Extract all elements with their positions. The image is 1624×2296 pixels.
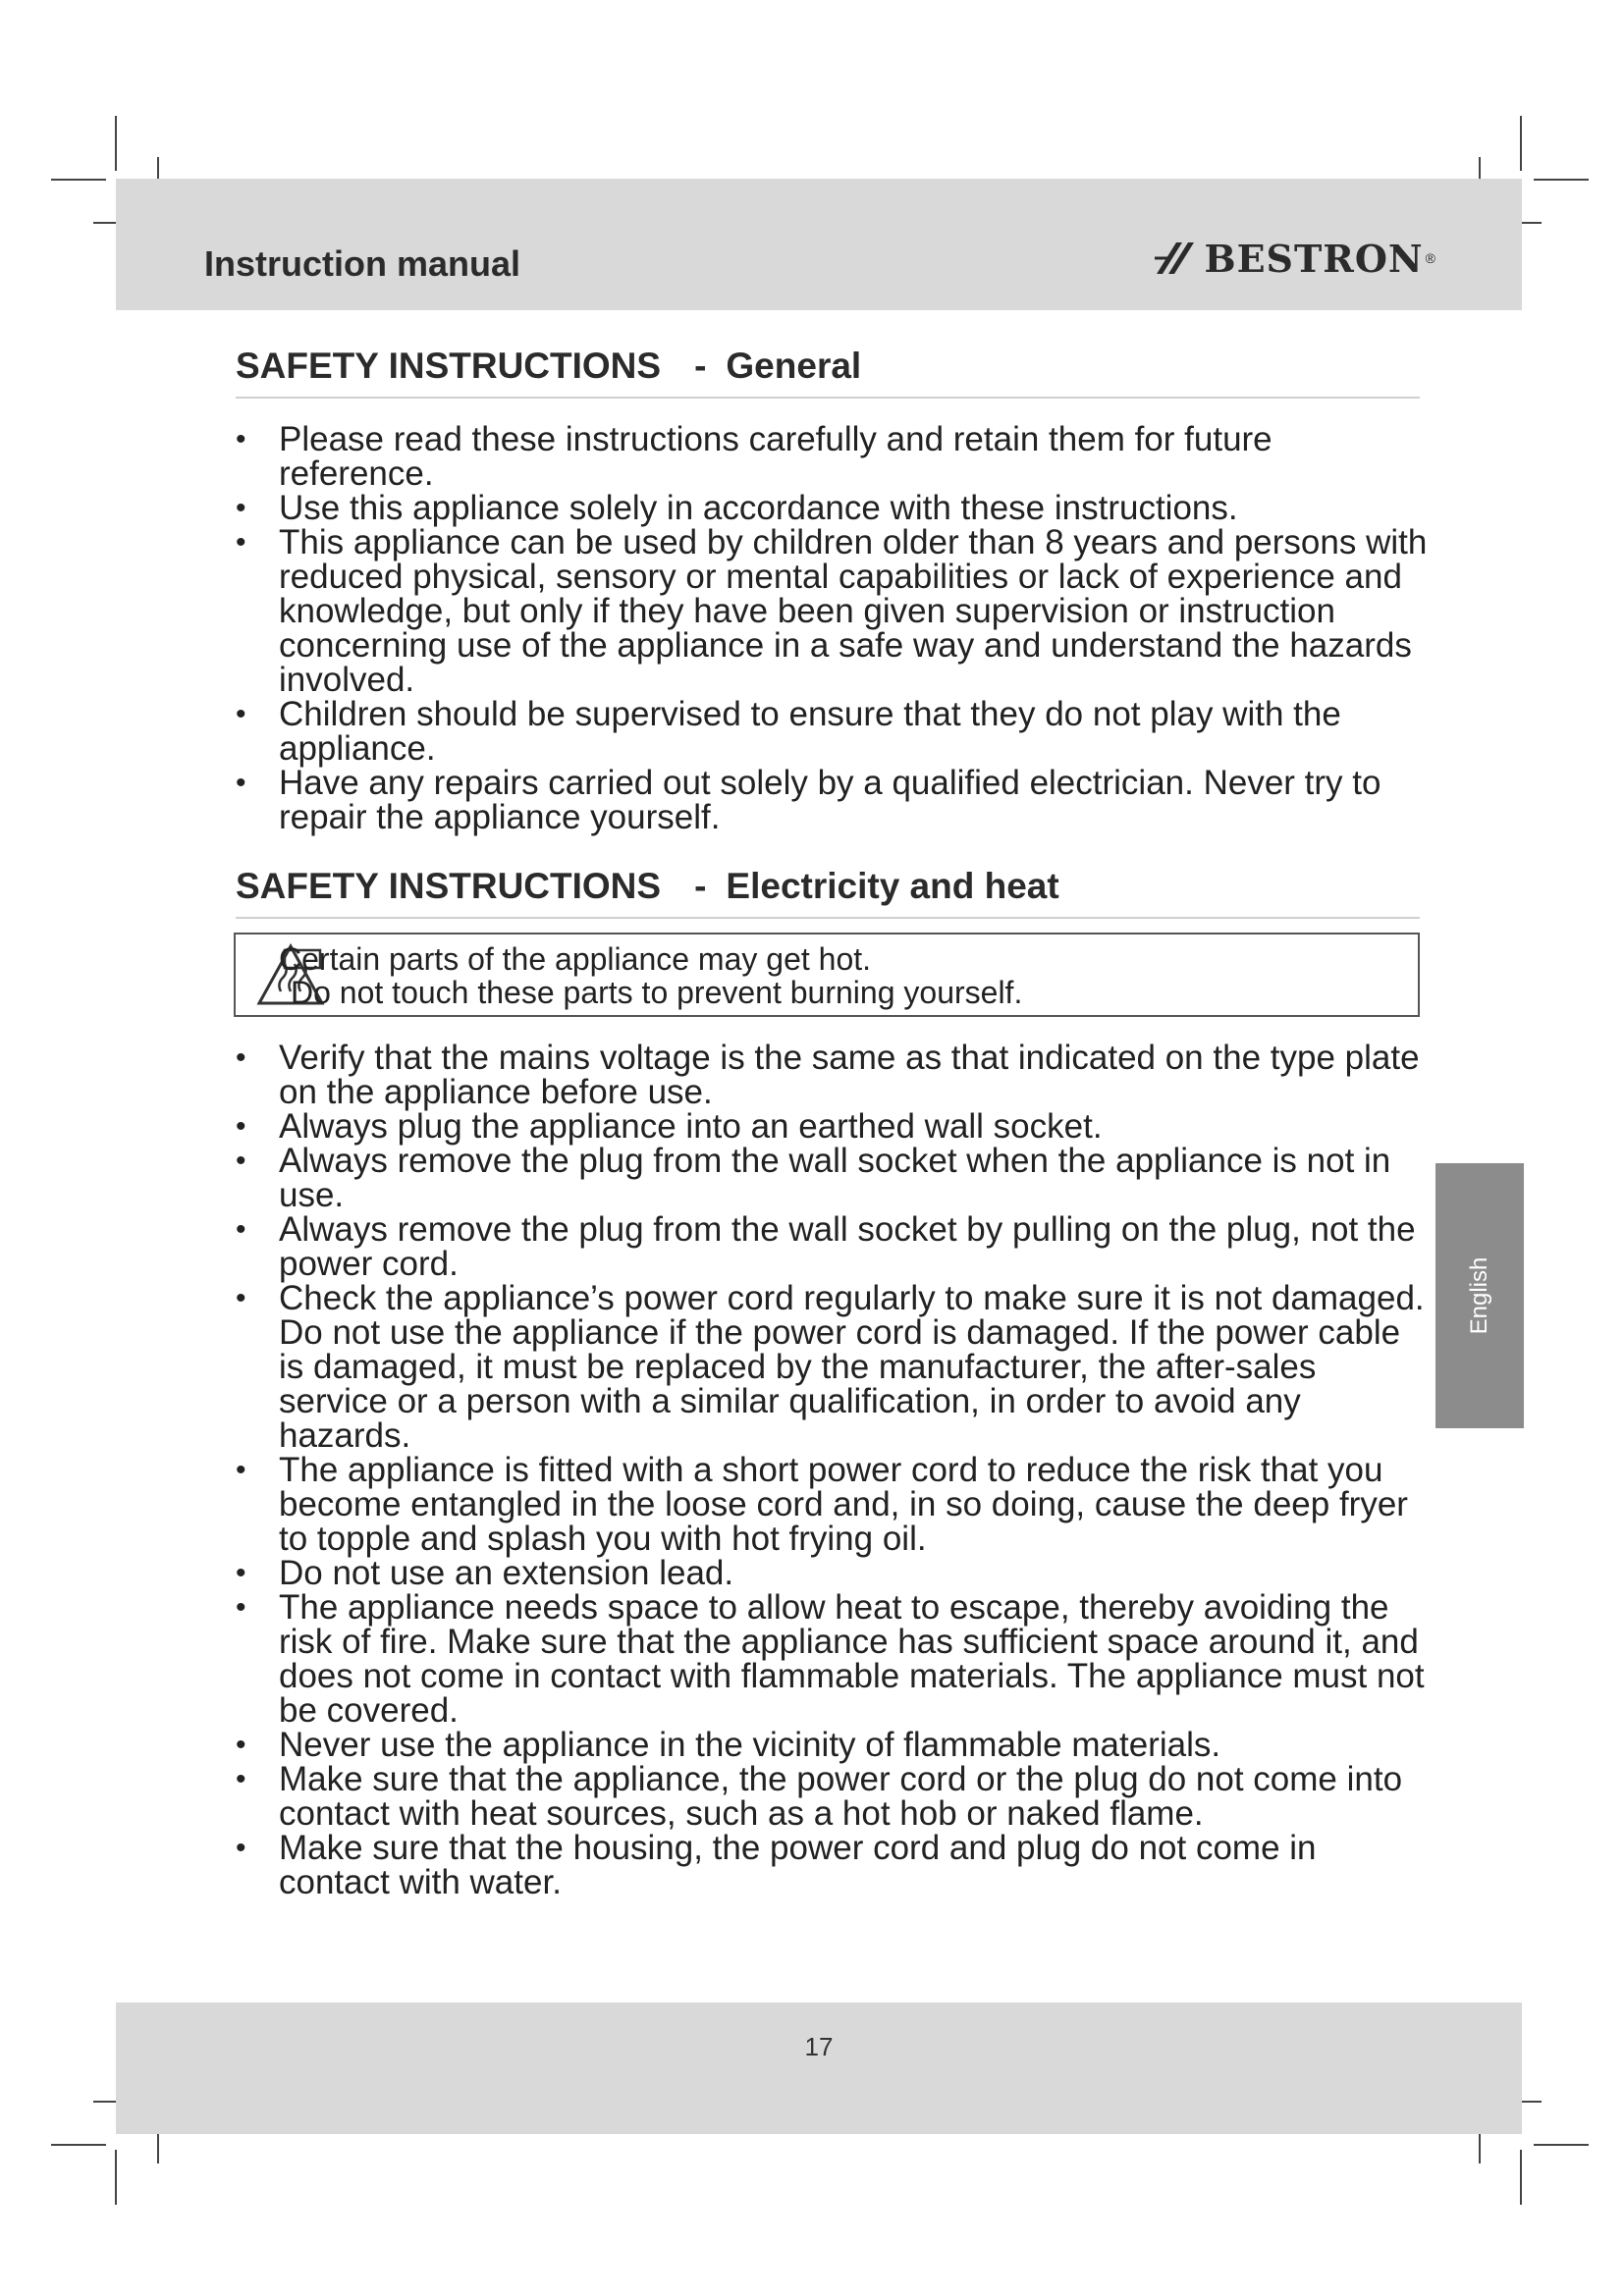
list-item: • Always remove the plug from the wall socket when the appliance is not in use. bbox=[236, 1144, 1434, 1212]
section-subtitle: General bbox=[726, 346, 862, 386]
page-number: 17 bbox=[804, 2032, 834, 2061]
header-title: Instruction manual bbox=[204, 243, 521, 284]
list-item: • The appliance is fitted with a short power cord to reduce the risk that you become entangled in the loose cord and, in so doing, cause the deep fryer to topple and splash you with hot frying oil. bbox=[236, 1453, 1434, 1556]
section-subtitle: Electricity and heat bbox=[726, 866, 1059, 906]
logo-chevrons-icon bbox=[1153, 239, 1198, 278]
hot-surface-warning bbox=[234, 933, 1420, 1017]
crop-mark bbox=[51, 2144, 106, 2146]
list-item: • Please read these instructions carefully and retain them for future reference. bbox=[236, 422, 1434, 491]
crop-mark bbox=[1534, 179, 1589, 181]
list-item: • Always remove the plug from the wall socket by pulling on the plug, not the power cord. bbox=[236, 1212, 1434, 1281]
list-item: • Make sure that the appliance, the power cord or the plug do not come into contact with heat sources, such as a hot hob or naked flame. bbox=[236, 1762, 1434, 1831]
crop-mark bbox=[115, 2150, 117, 2205]
section-title: SAFETY INSTRUCTIONS bbox=[236, 346, 662, 386]
electricity-instructions-list bbox=[236, 1041, 1434, 1899]
footer-band bbox=[116, 2002, 1522, 2134]
list-item: • Check the appliance’s power cord regularly to make sure it is not damaged. Do not use the appliance if the power cord is damaged. If the power cable is damaged, it must be replaced by the manufacturer, the after-sales service or a person with a similar qualification, in order to avoid any hazards. bbox=[236, 1281, 1434, 1453]
crop-mark bbox=[1520, 116, 1522, 171]
list-item: • Have any repairs carried out solely by a qualified electrician. Never try to repair the appliance yourself. bbox=[236, 766, 1434, 834]
crop-mark bbox=[51, 179, 106, 181]
crop-mark bbox=[1520, 2150, 1522, 2205]
list-item: • Use this appliance solely in accordance with these instructions. bbox=[236, 491, 1434, 525]
crop-mark bbox=[1534, 2144, 1589, 2146]
general-instructions-list bbox=[236, 422, 1434, 834]
section-heading-general bbox=[236, 346, 1420, 399]
section-title: SAFETY INSTRUCTIONS bbox=[236, 866, 662, 906]
list-item: • Never use the appliance in the vicinity of flammable materials. bbox=[236, 1728, 1434, 1762]
list-item: • This appliance can be used by children older than 8 years and persons with reduced physical, sensory or mental capabilities or lack of experience and knowledge, but only if they have been given supervision or instruction concerning use of the appliance in a safe way and understand the hazards involved. bbox=[236, 525, 1434, 697]
section-separator: - bbox=[694, 866, 707, 906]
language-label: English bbox=[1466, 1256, 1492, 1335]
list-item: • Make sure that the housing, the power cord and plug do not come in contact with water. bbox=[236, 1831, 1434, 1899]
section-separator: - bbox=[694, 346, 707, 386]
list-item: • Verify that the mains voltage is the same as that indicated on the type plate on the appliance before use. bbox=[236, 1041, 1434, 1109]
list-item: • Always plug the appliance into an earthed wall socket. bbox=[236, 1109, 1434, 1144]
registered-mark: ® bbox=[1425, 250, 1435, 266]
section-heading-electricity bbox=[236, 866, 1420, 919]
header-band bbox=[116, 179, 1522, 310]
list-item: • Children should be supervised to ensure that they do not play with the appliance. bbox=[236, 697, 1434, 766]
brand-name: BESTRON bbox=[1204, 236, 1424, 281]
warning-line-2: Do not touch these parts to prevent burning yourself. bbox=[291, 975, 1023, 1010]
list-item: • The appliance needs space to allow heat to escape, thereby avoiding the risk of fire. Make sure that the appliance has sufficient space around it, and does not come in contact with flammable materials. The appliance must not be covered. bbox=[236, 1590, 1434, 1728]
warning-line-1: Certain parts of the appliance may get hot. bbox=[279, 941, 872, 977]
crop-mark bbox=[115, 116, 117, 171]
brand-logo bbox=[1153, 234, 1435, 283]
language-side-tab bbox=[1435, 1163, 1524, 1428]
list-item: • Do not use an extension lead. bbox=[236, 1556, 1434, 1590]
